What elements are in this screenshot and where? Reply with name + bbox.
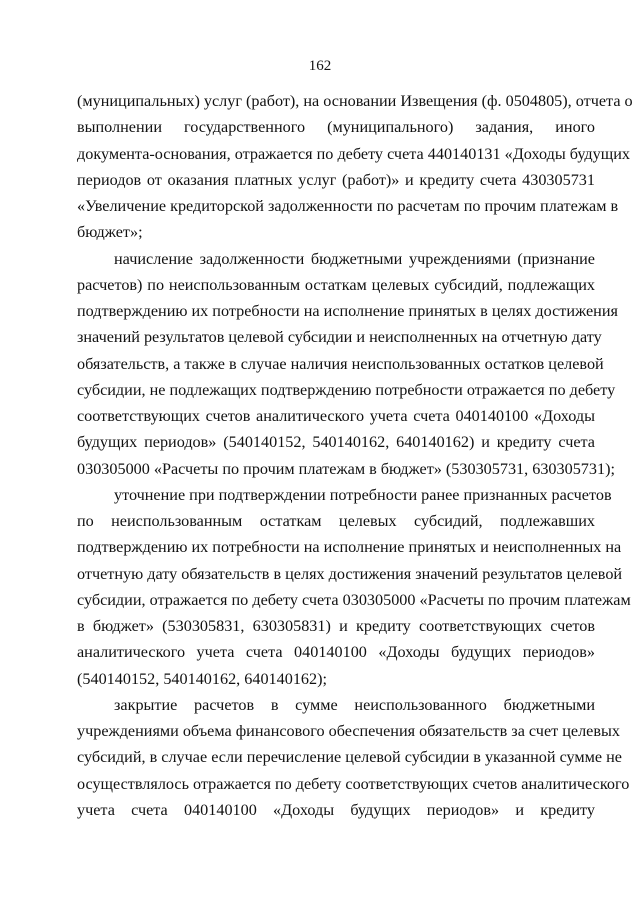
- text-line: расчетов) по неиспользованным остаткам целевых субсидий, подлежащих: [77, 275, 595, 294]
- text-line: выполнении государственного (муниципального) задания, иного: [77, 118, 595, 137]
- text-line: подтверждению их потребности на исполнение принятых и неисполненных на: [77, 538, 622, 557]
- text-line: субсидии, не подлежащих подтверждению потребности отражается по дебету: [77, 380, 616, 399]
- text-line: уточнение при подтверждении потребности ранее признанных расчетов: [114, 485, 612, 504]
- text-line: обязательств, а также в случае наличия неиспользованных остатков целевой: [77, 354, 604, 373]
- text-line: бюджет»;: [77, 223, 143, 242]
- text-line: аналитического учета счета 040140100 «Доходы будущих периодов»: [77, 643, 595, 662]
- text-line: «Увеличение кредиторской задолженности по расчетам по прочим платежам в: [77, 197, 619, 215]
- text-line: отчетную дату обязательств в целях достижения значений результатов целевой: [77, 564, 623, 583]
- text-line: по неиспользованным остаткам целевых субсидий, подлежавших: [77, 512, 595, 530]
- text-line: в бюджет» (530305831, 630305831) и кредиту соответствующих счетов: [77, 617, 595, 635]
- text-line: начисление задолженности бюджетными учреждениями (признание: [114, 249, 595, 268]
- text-line: учреждениями объема финансового обеспечения обязательств за счет целевых: [77, 722, 620, 740]
- text-line: документа-основания, отражается по дебету счета 440140131 «Доходы будущих: [77, 144, 630, 163]
- text-line: соответствующих счетов аналитического учета счета 040140100 «Доходы: [77, 407, 595, 425]
- text-line: будущих периодов» (540140152, 540140162, 640140162) и кредиту счета: [77, 433, 595, 452]
- text-line: осуществлялось отражается по дебету соответствующих счетов аналитического: [77, 774, 630, 793]
- text-line: значений результатов целевой субсидии и неисполненных на отчетную дату: [77, 328, 602, 347]
- text-line: 030305000 «Расчеты по прочим платежам в бюджет» (530305731, 630305731);: [77, 459, 615, 478]
- page-number: 162: [308, 58, 332, 74]
- text-line: субсидий, в случае если перечисление целевой субсидии в указанной сумме не: [77, 748, 622, 767]
- text-line: субсидии, отражается по дебету счета 030305000 «Расчеты по прочим платежам: [77, 590, 631, 609]
- text-line: учета счета 040140100 «Доходы будущих периодов» и кредиту: [77, 800, 595, 819]
- text-line: подтверждению их потребности на исполнение принятых в целях достижения: [77, 302, 618, 320]
- text-line: закрытие расчетов в сумме неиспользованного бюджетными: [114, 695, 595, 714]
- text-line: (540140152, 540140162, 640140162);: [77, 669, 327, 688]
- text-line: периодов от оказания платных услуг (работ)» и кредиту счета 430305731: [77, 170, 595, 189]
- text-line: (муниципальных) услуг (работ), на основании Извещения (ф. 0504805), отчета о: [77, 92, 633, 110]
